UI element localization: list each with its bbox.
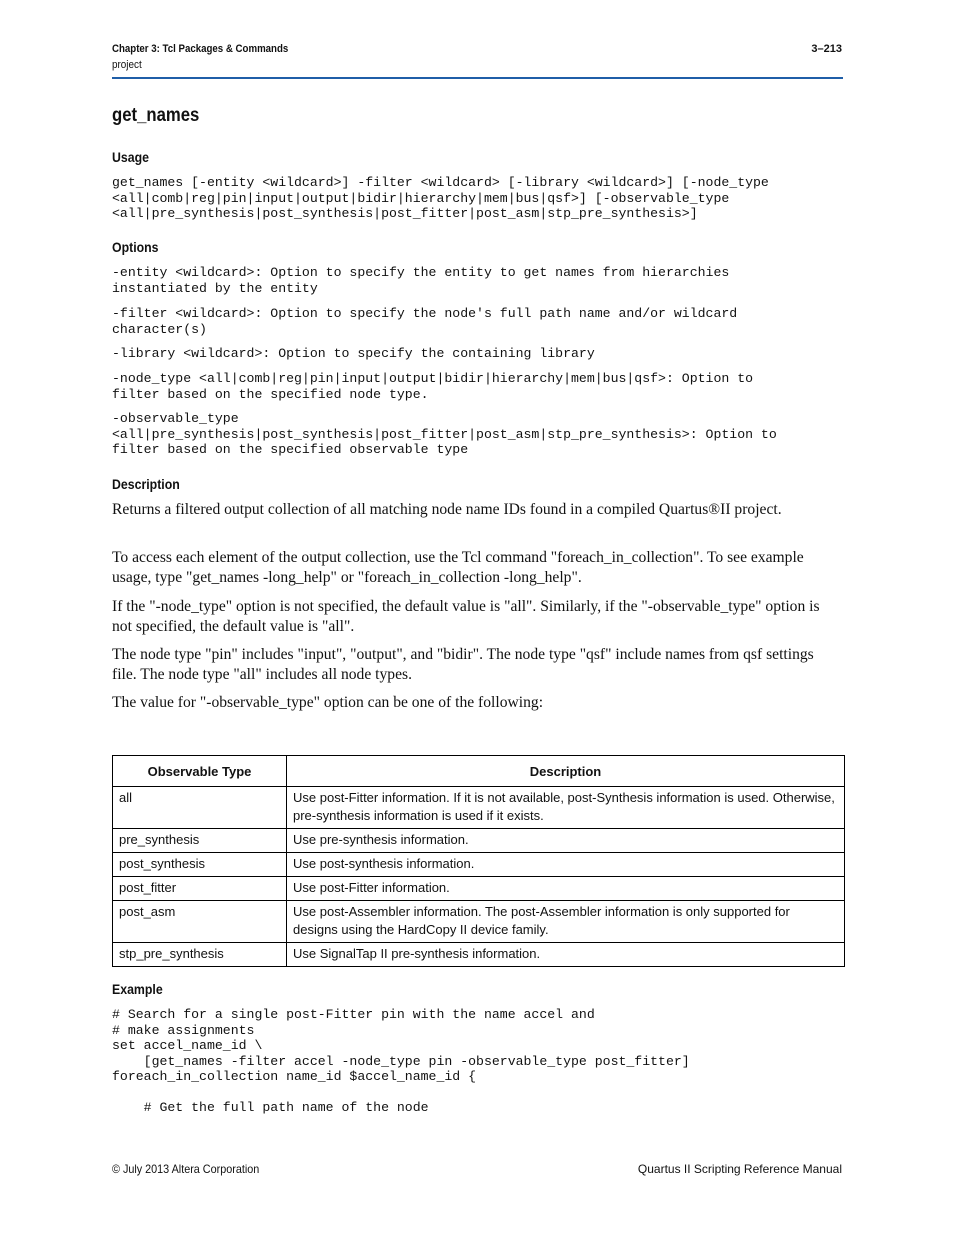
observable-type-cell: post_fitter <box>113 877 287 901</box>
description-cell: Use post-Fitter information. If it is not available, post-Synthesis information is used. Otherwise, pre-synthesis information is used if it exists. <box>287 787 845 829</box>
option-entity <box>112 265 729 296</box>
example-line: # Get the full path name of the node <box>112 1100 429 1115</box>
page-number: 3–213 <box>811 43 842 55</box>
usage-line: <all|pre_synthesis|post_synthesis|post_fitter|post_asm|stp_pre_synthesis>] <box>112 206 698 221</box>
options-heading: Options <box>112 239 159 255</box>
observable-type-table <box>112 755 845 967</box>
observable-type-cell: stp_pre_synthesis <box>113 943 287 967</box>
page-title: get_names <box>112 105 200 126</box>
column-header: Description <box>287 756 845 787</box>
description-cell: Use pre-synthesis information. <box>287 829 845 853</box>
table-row <box>113 829 845 853</box>
description-heading: Description <box>112 476 180 492</box>
option-observable-type <box>112 411 777 458</box>
table-row <box>113 943 845 967</box>
example-line: foreach_in_collection name_id $accel_name_id { <box>112 1069 477 1084</box>
option-line: <all|pre_synthesis|post_synthesis|post_fitter|post_asm|stp_pre_synthesis>: Option to <box>112 426 777 442</box>
observable-type-cell: all <box>113 787 287 829</box>
column-header: Observable Type <box>113 756 287 787</box>
option-line: instantiated by the entity <box>112 280 318 296</box>
table-row <box>113 853 845 877</box>
option-line: -entity <wildcard>: Option to specify the entity to get names from hierarchies <box>112 265 730 280</box>
option-line: filter based on the specified observable type <box>112 442 469 457</box>
option-filter <box>112 306 737 337</box>
description-paragraph: The node type "pin" includes "input", "output", and "bidir". The node type "qsf" include names from qsf settings file. The node type "all" includes all node types. <box>112 646 814 683</box>
header-section: project <box>112 59 142 71</box>
observable-type-cell: pre_synthesis <box>113 829 287 853</box>
example-line: # Search for a single post-Fitter pin with the name accel and <box>112 1007 595 1022</box>
description-cell: Use post-Fitter information. <box>287 877 845 901</box>
description-paragraph: The value for "-observable_type" option can be one of the following: <box>112 694 544 711</box>
option-line: character(s) <box>112 321 207 337</box>
description-cell: Use SignalTap II pre-synthesis information. <box>287 943 845 967</box>
table-row <box>113 901 845 943</box>
observable-type-cell: post_synthesis <box>113 853 287 877</box>
table-row <box>113 877 845 901</box>
example-line: set accel_name_id \ <box>112 1038 263 1053</box>
description-paragraph: To access each element of the output collection, use the Tcl command "foreach_in_collection". To see example usage, type "get_names -long_help" or "foreach_in_collection -long_help". <box>112 549 804 586</box>
example-line: [get_names -filter accel -node_type pin -observable_type post_fitter] <box>112 1053 690 1069</box>
description-cell: Use post-Assembler information. The post-Assembler information is only supported for designs using the HardCopy II device family. <box>287 901 845 943</box>
table-row <box>113 787 845 829</box>
table-header-row <box>113 756 845 787</box>
option-library <box>112 346 595 362</box>
example-code <box>112 1007 690 1116</box>
footer-manual-title: Quartus II Scripting Reference Manual <box>637 1162 842 1176</box>
option-line: -filter <wildcard>: Option to specify the node's full path name and/or wildcard <box>112 306 738 321</box>
example-heading: Example <box>112 981 163 997</box>
option-line: filter based on the specified node type. <box>112 386 429 402</box>
option-line: -observable_type <box>112 411 239 426</box>
description-paragraph: If the "-node_type" option is not specified, the default value is "all". Similarly, if the "-observable_type" option is not specified, the default value is "all". <box>112 598 820 635</box>
option-line: -library <wildcard>: Option to specify the containing library <box>112 346 595 361</box>
example-line: # make assignments <box>112 1022 255 1038</box>
option-line: -node_type <all|comb|reg|pin|input|output|bidir|hierarchy|mem|bus|qsf>: Option to <box>112 371 754 386</box>
footer-copyright: © July 2013 Altera Corporation <box>112 1162 260 1176</box>
usage-code <box>112 175 769 222</box>
header-chapter: Chapter 3: Tcl Packages & Commands <box>112 43 289 55</box>
observable-type-cell: post_asm <box>113 901 287 943</box>
usage-line: get_names [-entity <wildcard>] -filter <wildcard> [-library <wildcard>] [-node_type <box>112 175 769 190</box>
description-cell: Use post-synthesis information. <box>287 853 845 877</box>
usage-line: <all|comb|reg|pin|input|output|bidir|hierarchy|mem|bus|qsf>] [-observable_type <box>112 190 730 206</box>
header-rule <box>112 77 843 79</box>
option-node-type <box>112 371 753 402</box>
description-paragraph: Returns a filtered output collection of all matching node name IDs found in a compiled Quartus®II project. <box>112 501 782 518</box>
usage-heading: Usage <box>112 149 149 165</box>
